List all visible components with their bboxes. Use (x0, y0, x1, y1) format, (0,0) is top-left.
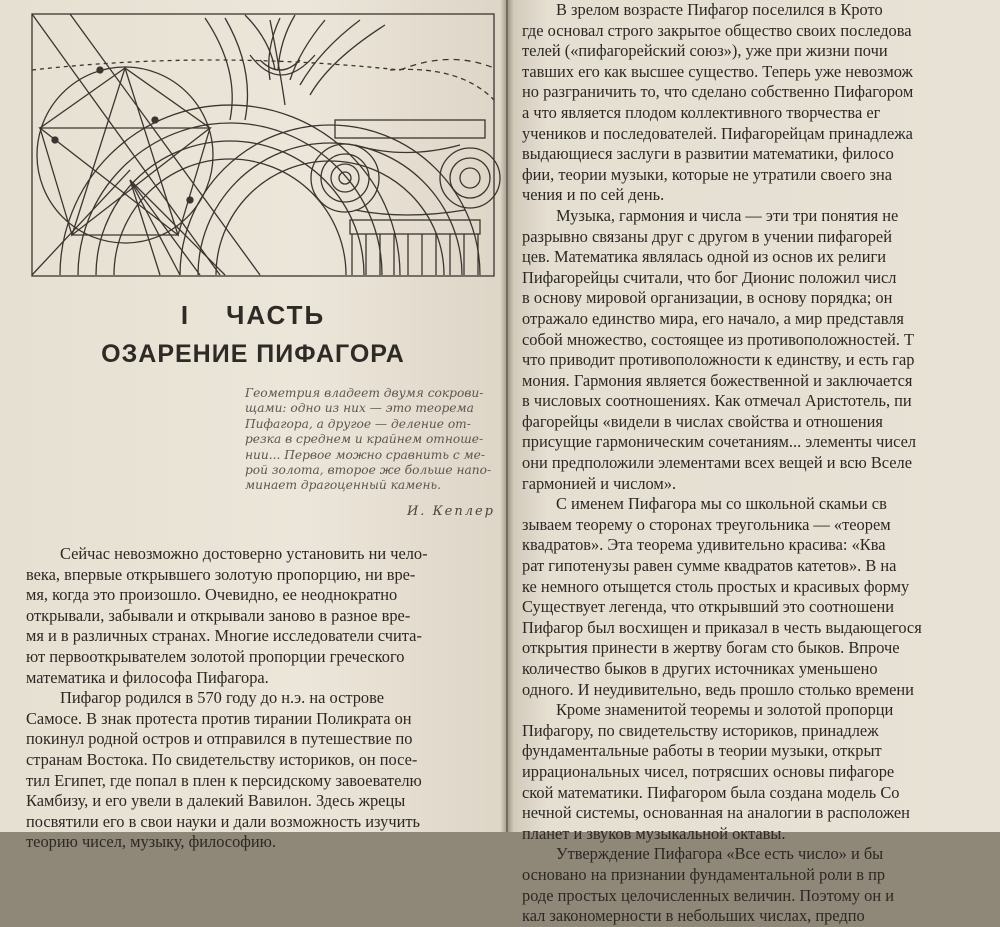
epigraph-line: минает драгоценный камень. (245, 478, 441, 493)
part-title: ОЗАРЕНИЕ ПИФАГОРА (101, 340, 405, 368)
text-line: но разграничить то, что сделано собственно Пифагором (522, 82, 914, 102)
text-line: где основал строго закрытое общество своих последова (522, 20, 912, 40)
text-line: выдающиеся заслуги в развитии математики, филосо (522, 144, 894, 164)
part-word: ЧАСТЬ (226, 300, 326, 330)
text-line: С именем Пифагора мы со школьной скамьи св (556, 494, 887, 514)
text-line: телей («пифагорейский союз»), уже при жизни почи (522, 41, 888, 61)
right-page (508, 0, 1000, 926)
text-line: гармонией и числом». (522, 473, 677, 493)
text-line: основано на признании фундаментальной роли в пр (522, 864, 886, 884)
text-line: Пифагор родился в 570 году до н.э. на острове (60, 688, 385, 708)
text-line: Пифагорейцы считали, что бог Дионис положил числ (522, 267, 897, 287)
epigraph-line: рой золота, второе же больше напо- (245, 463, 492, 478)
text-line: а что является плодом коллективного творчества ег (522, 102, 881, 122)
pythagorean-illustration (30, 10, 500, 278)
text-line: квадратов». Эта теорема удивительно красива: «Ква (522, 535, 886, 555)
text-line: отражало единство мира, его начало, а мир представля (522, 308, 904, 328)
text-line: присущие гармоническим сочетаниям... элементы чисел (522, 432, 917, 452)
text-line: количество быков в других источниках уменьшено (522, 659, 878, 678)
text-line: мя, когда это произошло. Очевидно, ее неоднократно (26, 585, 398, 605)
text-line: века, впервые открывшего золотую пропорцию, ни вре- (26, 564, 416, 584)
text-line: иррациональных чисел, потрясших основы пифагоре (522, 761, 895, 781)
left-page (0, 0, 506, 852)
text-line: они предположили элементами всех вещей и всю Вселе (522, 453, 912, 473)
epigraph-author: И. Кеплер (406, 504, 495, 519)
part-number: I (180, 300, 191, 330)
text-line: покинул родной остров и отправился в путешествие по (26, 729, 413, 749)
text-line: кал закономерности в небольших числах, предпо (522, 906, 865, 926)
text-line: тил Египет, где попал в плен к персидскому завоевателю (26, 770, 422, 790)
text-line: в числовых соотношениях. Как отмечал Аристотель, пи (522, 391, 912, 411)
text-line: чения и по сей день. (522, 185, 665, 205)
epigraph-line: Пифагора, а другое — деление от- (245, 416, 471, 431)
text-line: Утверждение Пифагора «Все есть число» и бы (556, 844, 884, 864)
text-line: Камбизу, и его увели в далекий Вавилон. Здесь жрецы (26, 791, 406, 811)
text-line: ют первооткрывателем золотой пропорции греческого (26, 646, 405, 666)
text-line: зываем теорему о сторонах треугольника — «теорем (522, 514, 891, 534)
text-line: что приводит противоположности к единству, и есть гар (522, 350, 915, 370)
text-line: тавших его как высшее существо. Теперь уже невозмож (522, 61, 913, 81)
text-line: планет и звуков музыкальной октавы. (522, 823, 786, 843)
text-line: Существует легенда, что открывший это соотношени (522, 597, 895, 617)
text-line: ке немного отыщется столь простых и красивых форму (522, 576, 910, 596)
text-line: Сейчас невозможно достоверно установить ни чело- (60, 544, 428, 563)
text-line: открывали, забывали и открывали заново в разное вре- (26, 605, 411, 625)
text-line: разрывно связаны друг с другом в учении пифагорей (522, 226, 892, 246)
text-line: фагорейцы «видели в числах свойства и отношения (522, 411, 883, 431)
text-line: нечной системы, основанная на аналогии в расположен (522, 803, 910, 823)
text-line: рат гипотенузы равен сумме квадратов катетов». В на (522, 556, 897, 576)
epigraph-line: щами: одно из них — это теорема (245, 401, 474, 416)
text-line: теорию чисел, музыку, философию. (26, 832, 276, 852)
right-body-text (522, 0, 1000, 927)
text-line: Пифагор был восхищен и приказал в честь выдающегося (522, 617, 922, 637)
text-line: ской математики. Пифагором была создана модель Со (522, 782, 900, 802)
text-line: посвятили его в свои науки и дали возможность изучить (26, 811, 420, 831)
text-line: роде простых целочисленных величин. Поэтому он и (522, 885, 894, 905)
epigraph-line: резка в среднем и крайнем отноше- (245, 432, 484, 447)
text-line: учеников и последователей. Пифагорейцам принадлежа (522, 123, 913, 143)
text-line: мя и в различных странах. Многие исследователи счита- (26, 626, 422, 646)
epigraph-line: нии... Первое можно сравнить с ме- (245, 447, 485, 462)
text-line: фии, теории музыки, которые не утратили своего зна (522, 164, 893, 184)
text-line: открытия принести в жертву богам сто быков. Впроче (522, 638, 900, 658)
epigraph (245, 386, 495, 494)
text-line: Пифагору, по свидетельству историков, принадлеж (522, 720, 879, 740)
epigraph-line: Геометрия владеет двумя сокрови- (245, 386, 484, 400)
text-line: Самосе. В знак протеста против тирании Поликрата он (26, 708, 412, 728)
text-line: одного. И неудивительно, ведь прошло столько времени (522, 679, 914, 699)
text-line: фундаментальные работы в теории музыки, открыт (522, 741, 882, 761)
text-line: собой множество, состоящее из противоположностей. Т (522, 329, 914, 349)
text-line: цев. Математика являлась одной из основ их религи (522, 247, 886, 267)
text-line: Кроме знаменитой теоремы и золотой пропорци (556, 700, 894, 720)
left-body-text (26, 544, 500, 853)
part-heading (0, 300, 506, 331)
text-line: мония. Гармония является божественной и заключается (522, 370, 913, 390)
text-line: Музыка, гармония и числа — эти три понятия не (556, 205, 899, 225)
text-line: странам Востока. По свидетельству историков, он посе- (26, 749, 418, 769)
book-gutter (500, 0, 514, 832)
text-line: в основу мировой организации, в основу порядка; он (522, 288, 893, 308)
text-line: В зрелом возрасте Пифагор поселился в Крото (556, 0, 883, 19)
text-line: математика и философа Пифагора. (26, 667, 269, 687)
